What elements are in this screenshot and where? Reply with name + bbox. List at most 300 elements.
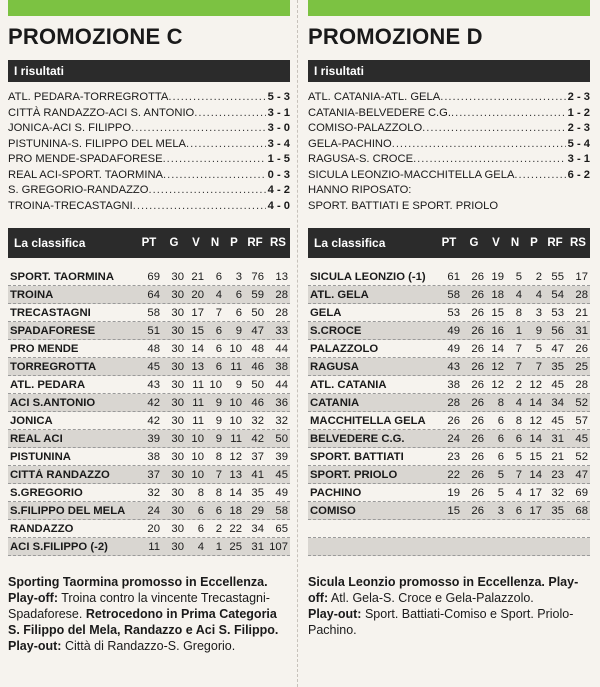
stat-rf: 45: [551, 378, 564, 391]
col-header-g: G: [469, 237, 479, 249]
col-header-pt: PT: [141, 237, 157, 249]
stat-rf: 46: [251, 360, 264, 373]
stat-n: 5: [515, 450, 522, 463]
stat-rs: 36: [275, 396, 288, 409]
stat-rs: 69: [575, 486, 588, 499]
stat-p: 15: [529, 450, 542, 463]
stat-p: 14: [529, 396, 542, 409]
stat-g: 30: [171, 360, 184, 373]
stat-v: 8: [197, 486, 204, 499]
stat-pt: 24: [447, 432, 460, 445]
standings-table: [8, 268, 290, 556]
stat-v: 6: [497, 432, 504, 445]
results-list: [308, 90, 590, 183]
leader-dots: [514, 168, 565, 184]
stat-g: 26: [471, 486, 484, 499]
empty-row: [308, 520, 590, 538]
col-header-rf: RF: [247, 237, 263, 249]
stat-v: 4: [197, 540, 204, 553]
stat-p: 25: [229, 540, 242, 553]
standings-row: [308, 376, 590, 394]
standings-row: [8, 520, 290, 538]
stat-rf: 31: [551, 432, 564, 445]
standings-row: [8, 286, 290, 304]
stat-n: 9: [215, 396, 222, 409]
match-score: 0 - 3: [267, 168, 290, 181]
stat-v: 5: [497, 486, 504, 499]
stat-v: 5: [497, 468, 504, 481]
stat-v: 8: [497, 396, 504, 409]
stat-g: 26: [471, 432, 484, 445]
stat-rf: 29: [251, 504, 264, 517]
stat-rs: 57: [575, 414, 588, 427]
team-name: SPORT. TAORMINA: [10, 270, 114, 283]
col-header-p: P: [230, 237, 238, 249]
stat-g: 30: [171, 468, 184, 481]
standings-header-label: La classifica: [14, 236, 86, 250]
stat-n: 8: [215, 450, 222, 463]
stat-g: 26: [471, 324, 484, 337]
stat-p: 9: [235, 378, 242, 391]
stat-rf: 34: [551, 396, 564, 409]
playoff-label: Play-off:: [308, 575, 579, 605]
stat-rf: 21: [551, 450, 564, 463]
leader-dots: [451, 106, 566, 122]
playoff-text: Troina contro la vincente Trecastagni-Spadaforese.: [8, 591, 270, 621]
standings-row: [8, 394, 290, 412]
leader-dots: [131, 121, 266, 137]
results-header: I risultati: [308, 60, 590, 82]
match-name: TROINA-TRECASTAGNI: [8, 199, 133, 212]
stat-rf: 31: [251, 540, 264, 553]
standings-header: [8, 228, 290, 258]
stat-rf: 47: [251, 324, 264, 337]
stat-n: 6: [515, 432, 522, 445]
team-name: COMISO: [310, 504, 356, 517]
stat-rs: 44: [275, 342, 288, 355]
stat-rs: 52: [575, 396, 588, 409]
stat-n: 7: [215, 468, 222, 481]
match-score: 1 - 5: [267, 153, 290, 165]
match-name: JONICA-ACI S. FILIPPO: [8, 122, 132, 134]
standings-row: [308, 502, 590, 520]
stat-rs: 50: [275, 432, 288, 445]
stat-pt: 42: [147, 414, 160, 427]
match-name: CATANIA-BELVEDERE C.G.: [308, 106, 451, 119]
stat-v: 12: [491, 360, 504, 373]
leader-dots: [163, 168, 266, 184]
stat-n: 2: [215, 522, 222, 535]
match-score: 2 - 3: [567, 91, 590, 103]
standings-row: [8, 376, 290, 394]
stat-n: 7: [215, 306, 222, 319]
stat-rs: 33: [275, 324, 288, 337]
stat-rs: 28: [275, 306, 288, 319]
col-header-p: P: [530, 237, 538, 249]
stat-g: 26: [471, 288, 484, 301]
stat-p: 14: [529, 432, 542, 445]
standings-row: [308, 358, 590, 376]
stat-g: 30: [171, 270, 184, 283]
result-row: [8, 168, 290, 184]
stat-p: 11: [230, 360, 242, 373]
stat-pt: 15: [447, 504, 460, 517]
match-name: RAGUSA-S. CROCE: [308, 153, 414, 165]
col-header-rs: RS: [270, 237, 286, 249]
empty-row: [308, 538, 590, 556]
match-score: 3 - 4: [267, 137, 290, 150]
match-name: PISTUNINA-S. FILIPPO DEL MELA: [8, 137, 187, 150]
stat-rf: 76: [251, 270, 264, 283]
stat-v: 11: [192, 396, 204, 409]
stat-pt: 19: [447, 486, 460, 499]
stat-v: 12: [491, 378, 504, 391]
stat-v: 15: [191, 324, 204, 337]
standings-row: [308, 268, 590, 286]
leader-dots: [148, 183, 265, 199]
col-header-rs: RS: [570, 237, 586, 249]
result-row: [8, 121, 290, 137]
result-row: [8, 199, 290, 215]
stat-v: 6: [497, 450, 504, 463]
result-row: [308, 90, 590, 106]
leader-dots: [168, 90, 265, 106]
section-title: PROMOZIONE C: [8, 24, 183, 49]
stat-rs: 28: [275, 288, 288, 301]
playout-label: Play-out:: [308, 607, 362, 621]
stat-rf: 35: [251, 486, 264, 499]
stat-pt: 38: [147, 450, 160, 463]
top-accent-bar-right: [308, 0, 590, 16]
match-name: SICULA LEONZIO-MACCHITELLA GELA: [308, 168, 515, 181]
match-score: 1 - 2: [567, 106, 590, 119]
stat-g: 30: [171, 324, 184, 337]
stat-rf: 41: [251, 468, 264, 481]
stat-rf: 50: [251, 378, 264, 391]
result-row: [308, 152, 590, 168]
stat-n: 8: [515, 414, 522, 427]
stat-n: 10: [209, 378, 222, 391]
standings-row: [8, 466, 290, 484]
team-name: MACCHITELLA GELA: [310, 414, 426, 427]
stat-rs: 25: [575, 360, 588, 373]
standings-row: [308, 466, 590, 484]
leader-dots: [422, 121, 565, 137]
stat-rs: 65: [275, 522, 288, 535]
stat-rs: 45: [275, 468, 288, 481]
stat-n: 7: [515, 468, 522, 481]
stat-pt: 38: [447, 378, 460, 391]
stat-g: 30: [171, 288, 184, 301]
stat-v: 13: [191, 360, 204, 373]
stat-v: 21: [191, 270, 204, 283]
stat-n: 6: [215, 504, 222, 517]
team-name: TROINA: [10, 288, 54, 301]
team-name: GELA: [310, 306, 342, 319]
result-row: [8, 152, 290, 168]
stat-g: 26: [471, 306, 484, 319]
stat-p: 12: [229, 450, 242, 463]
stat-pt: 58: [447, 288, 460, 301]
stat-rs: 44: [275, 378, 288, 391]
leader-dots: [133, 199, 266, 215]
result-row: [8, 137, 290, 153]
standings-row: [308, 394, 590, 412]
promotion-note: Sporting Taormina promosso in Eccellenza.: [8, 575, 268, 589]
stat-p: 3: [535, 306, 542, 319]
stat-v: 6: [197, 522, 204, 535]
stat-n: 4: [215, 288, 222, 301]
match-score: 4 - 2: [267, 184, 290, 196]
stat-v: 6: [197, 504, 204, 517]
stat-pt: 49: [447, 342, 460, 355]
stat-rf: 45: [551, 414, 564, 427]
section-title: PROMOZIONE D: [308, 24, 483, 49]
stat-n: 7: [515, 342, 522, 355]
stat-v: 15: [491, 306, 504, 319]
stat-p: 4: [535, 288, 542, 301]
stat-pt: 20: [147, 522, 160, 535]
stat-v: 14: [191, 342, 204, 355]
team-name: JONICA: [10, 414, 53, 427]
stat-n: 6: [215, 270, 222, 283]
col-header-v: V: [192, 237, 200, 249]
standings-row: [308, 430, 590, 448]
stat-pt: 24: [147, 504, 160, 517]
standings-row: [308, 484, 590, 502]
team-name: SPORT. PRIOLO: [310, 468, 398, 481]
standings-row: [8, 430, 290, 448]
stat-rf: 35: [551, 504, 564, 517]
team-name: ATL. GELA: [310, 288, 369, 301]
stat-pt: 51: [147, 324, 160, 337]
standings-row: [8, 358, 290, 376]
stat-p: 3: [235, 270, 242, 283]
team-name: CITTÀ RANDAZZO: [10, 468, 110, 481]
team-name: SPADAFORESE: [10, 324, 96, 337]
stat-pt: 48: [147, 342, 160, 355]
result-row: [308, 106, 590, 122]
match-score: 2 - 3: [567, 122, 590, 134]
stat-v: 11: [192, 414, 204, 427]
stat-pt: 32: [147, 486, 160, 499]
match-name: PRO MENDE-SPADAFORESE: [8, 153, 163, 165]
team-name: REAL ACI: [10, 432, 63, 445]
rest-teams: SPORT. BATTIATI E SPORT. PRIOLO: [308, 199, 499, 212]
stat-p: 13: [229, 468, 242, 481]
standings-row: [8, 412, 290, 430]
stat-g: 26: [471, 414, 484, 427]
stat-rf: 35: [551, 360, 564, 373]
stat-pt: 43: [447, 360, 460, 373]
stat-rf: 42: [251, 432, 264, 445]
stat-n: 8: [215, 486, 222, 499]
stat-p: 6: [235, 306, 242, 319]
result-row: [8, 106, 290, 122]
stat-g: 30: [171, 450, 184, 463]
stat-n: 4: [515, 396, 522, 409]
stat-n: 6: [515, 504, 522, 517]
match-score: 3 - 1: [567, 153, 590, 165]
stat-g: 30: [171, 306, 184, 319]
match-score: 5 - 3: [267, 91, 290, 103]
stat-rf: 37: [251, 450, 264, 463]
result-row: [8, 90, 290, 106]
playoff-text: Atl. Gela-S. Croce e Gela-Palazzolo.: [330, 591, 534, 605]
stat-rf: 59: [251, 288, 264, 301]
stat-p: 18: [229, 504, 242, 517]
stat-pt: 26: [447, 414, 460, 427]
standings-table: [308, 268, 590, 556]
stat-pt: 43: [147, 378, 160, 391]
stat-pt: 64: [147, 288, 160, 301]
stat-g: 26: [471, 342, 484, 355]
stat-rs: 17: [575, 270, 588, 283]
standings-row: [8, 448, 290, 466]
team-name: TRECASTAGNI: [10, 306, 91, 319]
stat-g: 26: [471, 360, 484, 373]
stat-n: 7: [515, 360, 522, 373]
stat-rs: 47: [575, 468, 588, 481]
stat-g: 26: [471, 270, 484, 283]
results-list: [8, 90, 290, 214]
stat-rs: 26: [575, 342, 588, 355]
stat-p: 10: [229, 414, 242, 427]
standings-row: [308, 448, 590, 466]
stat-v: 19: [491, 270, 504, 283]
stat-v: 10: [191, 468, 204, 481]
standings-row: [8, 322, 290, 340]
stat-n: 6: [215, 342, 222, 355]
leader-dots: [163, 152, 266, 168]
stat-n: 6: [215, 360, 222, 373]
stat-pt: 22: [447, 468, 460, 481]
stat-n: 9: [215, 414, 222, 427]
stat-v: 14: [491, 342, 504, 355]
match-name: S. GREGORIO-RANDAZZO: [8, 184, 149, 196]
stat-g: 26: [471, 468, 484, 481]
standings-row: [308, 412, 590, 430]
playoff-label: Play-off:: [8, 591, 58, 605]
team-name: S.CROCE: [310, 324, 362, 337]
stat-rf: 48: [251, 342, 264, 355]
team-name: ACI S.FILIPPO (-2): [10, 540, 108, 553]
stat-rs: 68: [575, 504, 588, 517]
footer-notes: [8, 574, 290, 654]
match-name: CITTÀ RANDAZZO-ACI S. ANTONIO: [8, 106, 195, 119]
team-name: RAGUSA: [310, 360, 359, 373]
stat-v: 18: [491, 288, 504, 301]
stat-rs: 21: [575, 306, 588, 319]
stat-pt: 69: [147, 270, 160, 283]
stat-rf: 47: [551, 342, 564, 355]
stat-rs: 38: [275, 360, 288, 373]
stat-rf: 56: [551, 324, 564, 337]
playout-text: Sport. Battiati-Comiso e Sport. Priolo-Pachino.: [308, 607, 574, 637]
stat-rs: 45: [575, 432, 588, 445]
stat-p: 11: [230, 432, 242, 445]
standings-row: [8, 502, 290, 520]
stat-p: 5: [535, 342, 542, 355]
stat-v: 6: [497, 414, 504, 427]
stat-v: 11: [192, 378, 204, 391]
stat-rf: 23: [551, 468, 564, 481]
stat-g: 30: [171, 414, 184, 427]
team-name: TORREGROTTA: [10, 360, 97, 373]
stat-p: 12: [529, 378, 542, 391]
stat-rs: 28: [575, 378, 588, 391]
stat-n: 2: [515, 378, 522, 391]
stat-g: 30: [171, 432, 184, 445]
standings-row: [308, 286, 590, 304]
stat-p: 2: [535, 270, 542, 283]
stat-rs: 28: [575, 288, 588, 301]
stat-rs: 31: [575, 324, 588, 337]
column-divider: [297, 0, 298, 687]
match-name: ATL. CATANIA-ATL. GELA: [308, 91, 441, 103]
rest-note: [308, 183, 590, 214]
team-name: SPORT. BATTIATI: [310, 450, 404, 463]
stat-pt: 45: [147, 360, 160, 373]
stat-pt: 23: [447, 450, 460, 463]
stat-g: 26: [471, 378, 484, 391]
stat-rs: 32: [275, 414, 288, 427]
stat-g: 30: [171, 504, 184, 517]
standings-row: [8, 340, 290, 358]
standings-header: [308, 228, 590, 258]
stat-v: 10: [191, 432, 204, 445]
leader-dots: [186, 137, 266, 153]
stat-v: 16: [491, 324, 504, 337]
stat-p: 12: [529, 414, 542, 427]
match-score: 4 - 0: [267, 199, 290, 212]
match-name: ATL. PEDARA-TORREGROTTA: [8, 91, 169, 103]
match-score: 6 - 2: [567, 168, 590, 181]
team-name: PRO MENDE: [10, 342, 79, 355]
stat-pt: 49: [447, 324, 460, 337]
stat-rf: 53: [551, 306, 564, 319]
stat-rs: 52: [575, 450, 588, 463]
result-row: [308, 121, 590, 137]
team-name: PISTUNINA: [10, 450, 71, 463]
stat-rs: 49: [275, 486, 288, 499]
stat-g: 26: [471, 450, 484, 463]
stat-n: 4: [515, 288, 522, 301]
stat-rs: 107: [269, 540, 288, 553]
leader-dots: [413, 152, 566, 168]
stat-g: 30: [171, 486, 184, 499]
result-row: [308, 137, 590, 153]
match-score: 5 - 4: [567, 137, 590, 150]
stat-rf: 32: [551, 486, 564, 499]
match-score: 3 - 0: [267, 122, 290, 134]
team-name: BELVEDERE C.G.: [310, 432, 405, 445]
stat-p: 10: [229, 342, 242, 355]
team-name: ATL. PEDARA: [10, 378, 86, 391]
stat-g: 30: [171, 522, 184, 535]
top-accent-bar-left: [8, 0, 290, 16]
stat-pt: 58: [147, 306, 160, 319]
results-header: I risultati: [8, 60, 290, 82]
stat-n: 1: [215, 540, 222, 553]
stat-rs: 13: [275, 270, 288, 283]
stat-g: 30: [171, 396, 184, 409]
col-header-g: G: [169, 237, 179, 249]
standings-row: [308, 304, 590, 322]
standings-row: [8, 268, 290, 286]
stat-rf: 34: [251, 522, 264, 535]
stat-rs: 58: [275, 504, 288, 517]
